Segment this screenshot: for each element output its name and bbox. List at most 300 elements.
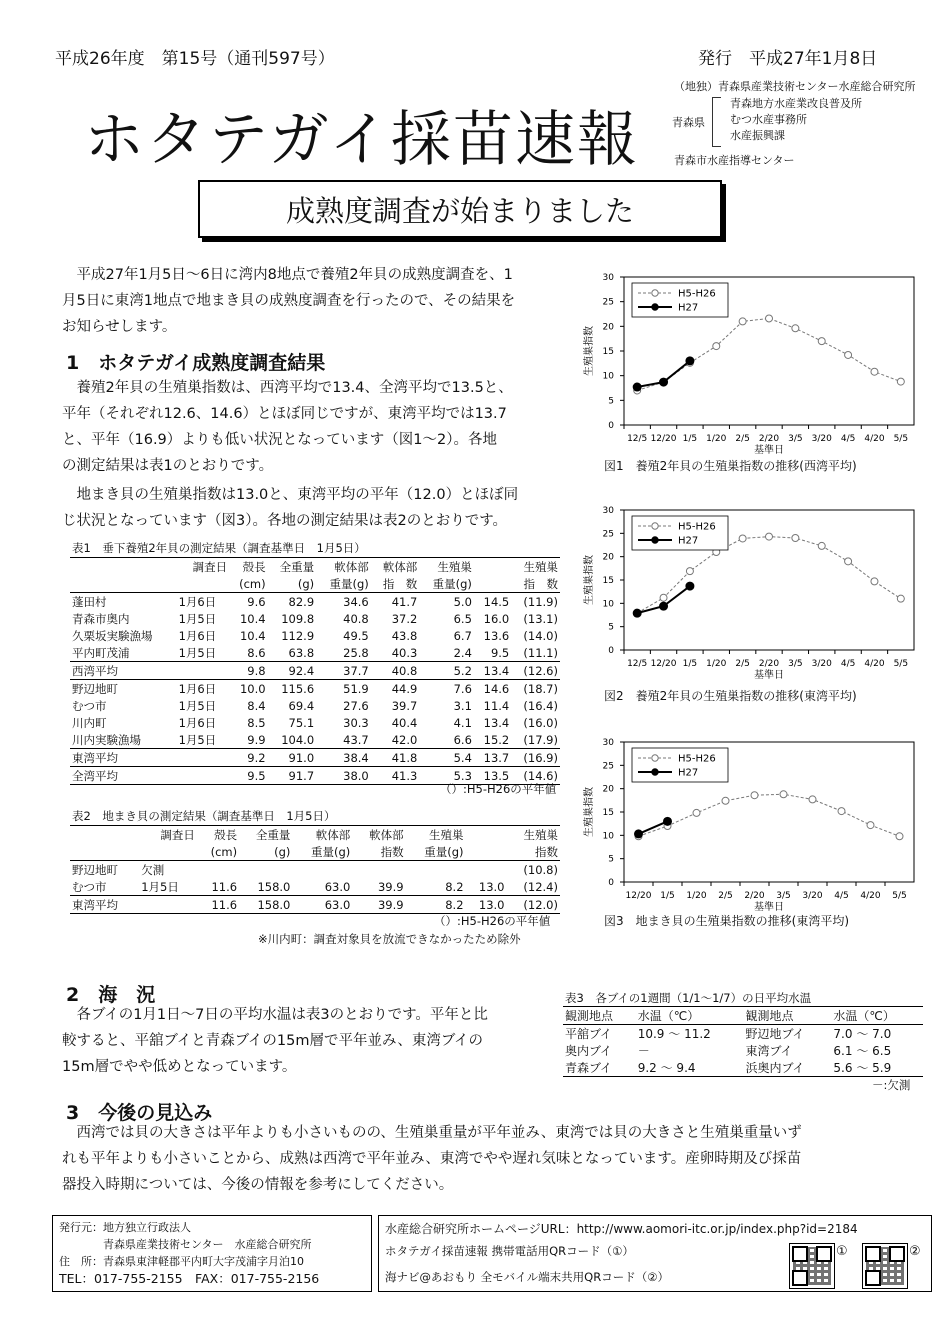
column-header: 観測地点 [745, 1009, 794, 1023]
table-cell: (14.0) [523, 628, 558, 643]
table-cell: 7.0 ～ 7.0 [833, 1027, 892, 1041]
table-cell: 109.8 [281, 611, 315, 626]
text-line: 較すると、平舘ブイと青森ブイの15m層で平年並み、東湾ブイの [62, 1033, 484, 1049]
column-header [70, 826, 139, 844]
table-cell: 9.9 [247, 732, 266, 747]
row-label: 川内実験漁場 [72, 732, 141, 747]
data-point [686, 357, 694, 365]
column-header [70, 575, 177, 593]
x-tick-label: 4/5 [834, 891, 849, 901]
legend-label: H27 [678, 302, 699, 314]
x-tick-label: 3/20 [802, 891, 823, 901]
table-cell: (12.6) [523, 663, 558, 678]
column-header: 指 数 [382, 576, 418, 591]
column-header: 観測地点 [565, 1009, 614, 1023]
column-header: 軟体部 [369, 827, 404, 842]
table-row [70, 610, 560, 627]
y-tick-label: 5 [608, 854, 614, 865]
data-point [792, 535, 799, 542]
row-label: 蓬田村 [72, 594, 107, 609]
data-point [693, 809, 700, 816]
x-tick-label: 5/5 [892, 891, 907, 901]
table-cell: 25.8 [343, 645, 369, 660]
publisher-org: （地独）青森県産業技術センター水産総合研究所 [674, 80, 916, 93]
x-tick-label: 1/5 [660, 891, 675, 901]
org-item: むつ水産事務所 [730, 113, 807, 126]
text-line: 養殖2年貝の生殖巣指数は、西湾平均で13.4、全湾平均で13.5と、 [62, 380, 513, 396]
figure3-caption: 図3 地まき貝の生殖巣指数の推移(東湾平均) [604, 914, 849, 928]
column-header: 軟体部 [334, 559, 369, 574]
table-cell: 40.8 [391, 663, 418, 678]
table-cell: (18.7) [523, 681, 558, 696]
table3-note: －:欠測 [872, 1078, 911, 1092]
y-tick-label: 5 [608, 622, 614, 633]
data-point [686, 582, 694, 590]
footer-line: 住 所：青森県東津軽郡平内町大字茂浦字月泊10 [59, 1255, 304, 1268]
table-cell: (16.0) [523, 715, 558, 730]
figure2-chart [570, 498, 930, 688]
text-line: 地まき貝の生殖巣指数は13.0と、東湾平均の平年（12.0）とほぼ同 [62, 487, 519, 503]
table-row [70, 861, 560, 879]
table-cell: 158.0 [257, 897, 291, 912]
table-cell: 69.4 [288, 698, 315, 713]
table-cell: 10.4 [239, 611, 266, 626]
table-cell: (12.0) [523, 897, 558, 912]
y-tick-label: 30 [602, 273, 614, 283]
row-label: むつ市 [72, 879, 107, 894]
x-axis-label: 基準日 [754, 902, 784, 913]
table-cell [406, 861, 466, 879]
column-header [70, 558, 177, 576]
pref-label: 青森県 [672, 116, 705, 129]
column-header: 生殖巣 [523, 827, 558, 842]
table-cell: 4.1 [453, 715, 472, 730]
row-label: 川内町 [72, 715, 107, 730]
table-cell: (10.8) [523, 862, 558, 877]
table-row [70, 749, 560, 767]
table2-note: （）:H5-H26の平年値 [434, 914, 551, 928]
x-tick-label: 5/5 [893, 659, 909, 669]
org-brace [712, 97, 721, 147]
row-label: 東湾ブイ [745, 1044, 793, 1058]
table-row [70, 593, 560, 611]
column-header: (cm) [239, 576, 266, 591]
table-cell: 16.0 [483, 611, 510, 626]
footer-web-box [378, 1215, 932, 1292]
data-point [897, 378, 904, 385]
qr-code-1[interactable] [789, 1243, 835, 1289]
table-cell: 13.7 [483, 750, 510, 765]
newsletter-title: ホタテガイ採苗速報 [84, 105, 639, 175]
table-cell: 27.6 [343, 698, 369, 713]
row-label: 久栗坂実験漁場 [72, 628, 153, 643]
table-cell: (11.1) [523, 645, 558, 660]
table-cell: 40.8 [343, 611, 369, 626]
org-list [730, 96, 862, 144]
section3-heading: 3 今後の見込み [66, 1102, 213, 1124]
legend-label: H5-H26 [678, 753, 716, 765]
x-tick-label: 2/20 [758, 659, 780, 669]
text-line: 月5日に東湾1地点で地まき貝の成熟度調査を行ったので、その結果を [62, 293, 516, 309]
qr1-label: ホタテガイ採苗速報 携帯電話用QRコード（①） [385, 1244, 634, 1258]
column-header [177, 575, 230, 593]
table-cell: 41.8 [391, 750, 418, 765]
table-cell: 91.7 [288, 768, 315, 783]
data-point [766, 315, 773, 322]
row-label: 東湾平均 [72, 897, 118, 912]
table-cell: 41.7 [391, 594, 418, 609]
legend-label: H27 [678, 535, 699, 547]
data-point [635, 830, 643, 838]
y-axis-label: 生殖巣指数 [584, 555, 595, 605]
table-cell: 14.6 [483, 681, 510, 696]
x-tick-label: 1/20 [686, 891, 707, 901]
y-tick-label: 25 [602, 529, 614, 540]
table-cell: 13.4 [483, 715, 510, 730]
table-cell [177, 662, 230, 680]
data-point [722, 797, 729, 804]
table-cell: 1月6日 [178, 628, 217, 643]
text-line: 各ブイの1月1日～7日の平均水温は表3のとおりです。平年と比 [62, 1007, 488, 1023]
row-label: むつ市 [72, 698, 107, 713]
table-cell: 10.4 [239, 628, 266, 643]
table2-caption: 表2 地まき貝の測定結果（調査基準日 1月5日） [72, 809, 336, 823]
table-cell: 9.8 [247, 663, 266, 678]
table-cell: 43.8 [391, 628, 418, 643]
table-cell: 15.2 [483, 732, 510, 747]
table-cell: 6.7 [453, 628, 472, 643]
row-label: 野辺地町 [72, 862, 118, 877]
table-cell: 158.0 [257, 879, 291, 894]
table-header-row [70, 843, 560, 861]
column-header: (g) [297, 576, 315, 591]
table-cell [177, 767, 230, 785]
table-cell: 112.9 [281, 628, 315, 643]
column-header: 水温（℃） [637, 1009, 700, 1023]
column-header [139, 843, 197, 861]
y-tick-label: 20 [602, 784, 614, 795]
y-tick-label: 10 [602, 831, 614, 842]
text-line: 平年（それぞれ12.6、14.6）とほぼ同じですが、東湾平均では13.7 [62, 406, 507, 422]
column-header: 調査日 [192, 559, 228, 574]
legend-label: H5-H26 [678, 521, 716, 533]
table-row [70, 714, 560, 731]
table-cell: 1月6日 [178, 594, 217, 609]
data-point [838, 808, 845, 815]
table-cell: 75.1 [288, 715, 315, 730]
qr1-mark: ① [836, 1244, 848, 1259]
y-tick-label: 15 [602, 347, 614, 357]
y-axis-label: 生殖巣指数 [584, 787, 595, 837]
column-header: 重量(g) [424, 844, 464, 859]
table1-note: （）:H5-H26の平年値 [440, 782, 557, 796]
table2 [70, 825, 560, 914]
table-cell: 40.4 [391, 715, 418, 730]
data-point [896, 833, 903, 840]
table-cell: (12.4) [523, 879, 558, 894]
footer-publisher-box [52, 1215, 372, 1292]
y-tick-label: 10 [602, 599, 614, 610]
section2-heading: 2 海 況 [66, 984, 156, 1006]
table-cell: 1月5日 [178, 732, 217, 747]
column-header: 軟体部 [315, 827, 351, 842]
data-point [686, 568, 693, 575]
column-header: 全重量 [279, 559, 315, 574]
table-cell: － [637, 1044, 650, 1058]
table-cell: 10.0 [239, 681, 266, 696]
table-cell: 41.3 [391, 768, 418, 783]
table-cell: 92.4 [288, 663, 315, 678]
intro-paragraph [62, 262, 515, 340]
table-cell: (17.9) [523, 732, 558, 747]
legend-label: H5-H26 [678, 288, 716, 300]
table-cell: 5.6 ～ 5.9 [833, 1061, 892, 1075]
x-tick-label: 3/5 [776, 891, 791, 901]
table-cell [139, 896, 197, 914]
legend-marker [652, 537, 658, 543]
column-header: 軟体部 [382, 559, 418, 574]
table-cell: 9.5 [490, 645, 510, 660]
table-cell: 9.5 [247, 768, 266, 783]
data-point [845, 351, 852, 358]
table-cell: 42.0 [391, 732, 418, 747]
table-cell: 6.6 [453, 732, 472, 747]
table-cell: 91.0 [288, 750, 315, 765]
table-cell: 8.5 [247, 715, 266, 730]
row-label: 野辺地ブイ [745, 1027, 805, 1041]
column-header: 水温（℃） [833, 1009, 895, 1023]
y-tick-label: 20 [602, 322, 614, 333]
table-cell: 1月5日 [141, 879, 179, 894]
table-cell: 14.5 [483, 594, 510, 609]
table-cell: 40.3 [391, 645, 418, 660]
legend-marker [652, 769, 658, 775]
row-label: 浜奥内ブイ [745, 1061, 805, 1075]
table-cell [239, 861, 292, 879]
column-header: 重量(g) [432, 576, 472, 591]
x-tick-label: 1/5 [682, 434, 698, 444]
y-tick-label: 30 [602, 738, 614, 748]
table-cell: (16.4) [523, 698, 558, 713]
column-header: 殻長 [214, 827, 238, 842]
table-cell [352, 861, 405, 879]
table-cell: 5.2 [453, 663, 472, 678]
section1-heading: 1 ホタテガイ成熟度調査結果 [66, 352, 326, 374]
table-cell: 38.0 [343, 768, 369, 783]
column-header: 指数 [535, 844, 558, 859]
table-cell: 13.5 [483, 768, 510, 783]
x-tick-label: 3/5 [788, 434, 803, 444]
row-label: 野辺地町 [72, 681, 118, 696]
table-row [563, 1042, 923, 1059]
column-header: 調査日 [160, 827, 195, 842]
table-cell [177, 749, 230, 767]
x-tick-label: 12/5 [627, 434, 648, 444]
table1 [70, 557, 560, 785]
x-tick-label: 2/5 [735, 434, 750, 444]
table-cell: 11.4 [483, 698, 510, 713]
table-cell: 39.9 [377, 897, 404, 912]
table-cell: 10.9 ～ 11.2 [637, 1027, 711, 1041]
data-point [792, 325, 799, 332]
y-tick-label: 25 [602, 297, 614, 308]
data-point [739, 318, 746, 325]
text-line: 15m層でやや低めとなっています。 [62, 1059, 297, 1075]
text-line: 平成27年1月5日～6日に湾内8地点で養殖2年貝の成熟度調査を、1 [62, 267, 513, 283]
table-cell: 1月5日 [178, 645, 217, 660]
y-tick-label: 5 [608, 396, 614, 407]
column-header [70, 843, 139, 861]
figure2-caption: 図2 養殖2年貝の生殖巣指数の推移(東湾平均) [604, 689, 857, 703]
y-tick-label: 15 [602, 808, 614, 818]
table-cell: 51.9 [343, 681, 369, 696]
qr2-mark: ② [909, 1244, 921, 1259]
table-header-row [70, 826, 560, 844]
table-cell: (16.9) [523, 750, 558, 765]
column-header: 指数 [380, 844, 404, 859]
table-cell: 82.9 [288, 594, 315, 609]
qr-code-2[interactable] [862, 1243, 908, 1289]
table-row [70, 627, 560, 644]
table-cell: (13.1) [523, 611, 558, 626]
org-item: 水産振興課 [730, 129, 785, 142]
figure1-chart [570, 265, 930, 460]
row-label: 東湾平均 [72, 750, 118, 765]
table-cell: 104.0 [281, 732, 315, 747]
table-cell: 8.2 [445, 879, 464, 894]
text-line: の測定結果は表1のとおりです。 [62, 458, 274, 474]
figure3-chart [570, 730, 930, 915]
table-cell: 1月5日 [178, 698, 217, 713]
table-cell: 37.7 [343, 663, 369, 678]
homepage-url[interactable]: 水産総合研究所ホームページURL：http://www.aomori-itc.or.jp/index.php?id=2184 [385, 1222, 858, 1236]
data-point [660, 602, 668, 610]
table-cell: 9.2 ～ 9.4 [637, 1061, 696, 1075]
table-cell: 34.6 [343, 594, 369, 609]
section3-paragraph [62, 1120, 802, 1198]
legend-marker [652, 304, 658, 310]
table-cell: 39.7 [391, 698, 418, 713]
table-cell: 13.4 [483, 663, 510, 678]
x-tick-label: 2/20 [744, 891, 765, 901]
data-point [713, 343, 720, 350]
data-point [660, 378, 668, 386]
y-tick-label: 20 [602, 552, 614, 563]
table-cell: 8.2 [445, 897, 464, 912]
data-point [818, 338, 825, 345]
text-line: 西湾では貝の大きさは平年よりも小さいものの、生殖巣重量が平年並み、東湾では貝の大きさと生殖巣重量いず [62, 1125, 802, 1141]
table-cell: 5.4 [453, 750, 472, 765]
x-tick-label: 12/5 [627, 659, 648, 669]
series-line [637, 318, 901, 390]
y-tick-label: 0 [608, 421, 614, 431]
table-cell: 43.7 [343, 732, 369, 747]
x-tick-label: 3/20 [811, 659, 832, 669]
table-row [70, 896, 560, 914]
table-header-row [70, 575, 560, 593]
qr2-label: 海ナビ@あおもり 全モバイル端末共用QRコード（②） [385, 1270, 670, 1284]
data-point [633, 609, 641, 617]
data-point [809, 796, 816, 803]
table-row [70, 878, 560, 896]
table-cell [292, 861, 352, 879]
x-tick-label: 1/20 [706, 659, 727, 669]
table-row [563, 1059, 923, 1077]
table-cell: 63.8 [288, 645, 315, 660]
column-header: 殻長 [242, 559, 266, 574]
data-point [871, 578, 878, 585]
x-tick-label: 4/20 [864, 659, 885, 669]
table-cell: (14.6) [523, 768, 558, 783]
data-point [633, 383, 641, 391]
table-cell: 63.0 [324, 897, 351, 912]
x-tick-label: 12/20 [650, 659, 677, 669]
text-line: と、平年（16.9）よりも低い状況となっています（図1～2）。各地 [62, 432, 497, 448]
legend-label: H27 [678, 767, 699, 779]
y-axis-label: 生殖巣指数 [584, 326, 595, 376]
footer-contact: TEL：017-755-2155 FAX：017-755-2156 [59, 1271, 320, 1286]
table2-footnote: ※川内町：調査対象貝を放流できなかったため除外 [258, 932, 521, 946]
text-line: お知らせします。 [62, 319, 177, 335]
column-header: 重量(g) [311, 844, 351, 859]
table-cell: 3.1 [453, 698, 472, 713]
table-row [70, 680, 560, 698]
table-cell: 49.5 [343, 628, 369, 643]
x-tick-label: 2/5 [718, 891, 733, 901]
row-label: 奥内ブイ [565, 1044, 612, 1058]
table3-caption: 表3 各ブイの1週間（1/1～1/7）の日平均水温 [565, 991, 812, 1005]
legend-marker [652, 523, 658, 529]
x-tick-label: 4/5 [840, 659, 856, 669]
org-item: 青森地方水産業改良普及所 [730, 97, 862, 110]
table-cell: 37.2 [391, 611, 418, 626]
x-tick-label: 4/5 [840, 434, 856, 444]
legend-marker [652, 755, 658, 761]
row-label: 平内町茂浦 [72, 645, 130, 660]
text-line: じ状況となっています（図3）。各地の測定結果は表2のとおりです。 [62, 513, 508, 529]
table-cell: 13.6 [483, 628, 510, 643]
table-cell: 6.5 [453, 611, 472, 626]
table-cell: 1月6日 [178, 681, 217, 696]
x-tick-label: 2/20 [758, 434, 780, 444]
data-point [751, 792, 758, 799]
row-label: 全湾平均 [72, 768, 118, 783]
column-header: 生殖巣 [523, 559, 558, 574]
table-cell: 13.0 [478, 897, 505, 912]
table-cell: 8.6 [247, 645, 266, 660]
column-header: 生殖巣 [437, 559, 472, 574]
table-cell: 13.0 [478, 879, 505, 894]
table-cell: 9.2 [247, 750, 266, 765]
x-tick-label: 2/5 [735, 659, 750, 669]
data-point [660, 594, 667, 601]
table-row [70, 731, 560, 749]
table-row [70, 662, 560, 680]
series-line [639, 794, 900, 836]
table-cell: 8.4 [247, 698, 266, 713]
data-point [867, 822, 874, 829]
table-cell: 30.3 [343, 715, 369, 730]
row-label: 青森ブイ [565, 1061, 612, 1075]
column-header: (cm) [210, 844, 238, 859]
text-line: 器投入時期については、今後の情報を参考にしてください。 [62, 1177, 454, 1193]
data-point [739, 535, 746, 542]
table-cell: 11.6 [211, 879, 238, 894]
data-point [818, 542, 825, 549]
footer-line: 発行元：地方独立行政法人 [59, 1221, 191, 1234]
table-cell [197, 861, 239, 879]
table-cell: 1月6日 [178, 715, 217, 730]
